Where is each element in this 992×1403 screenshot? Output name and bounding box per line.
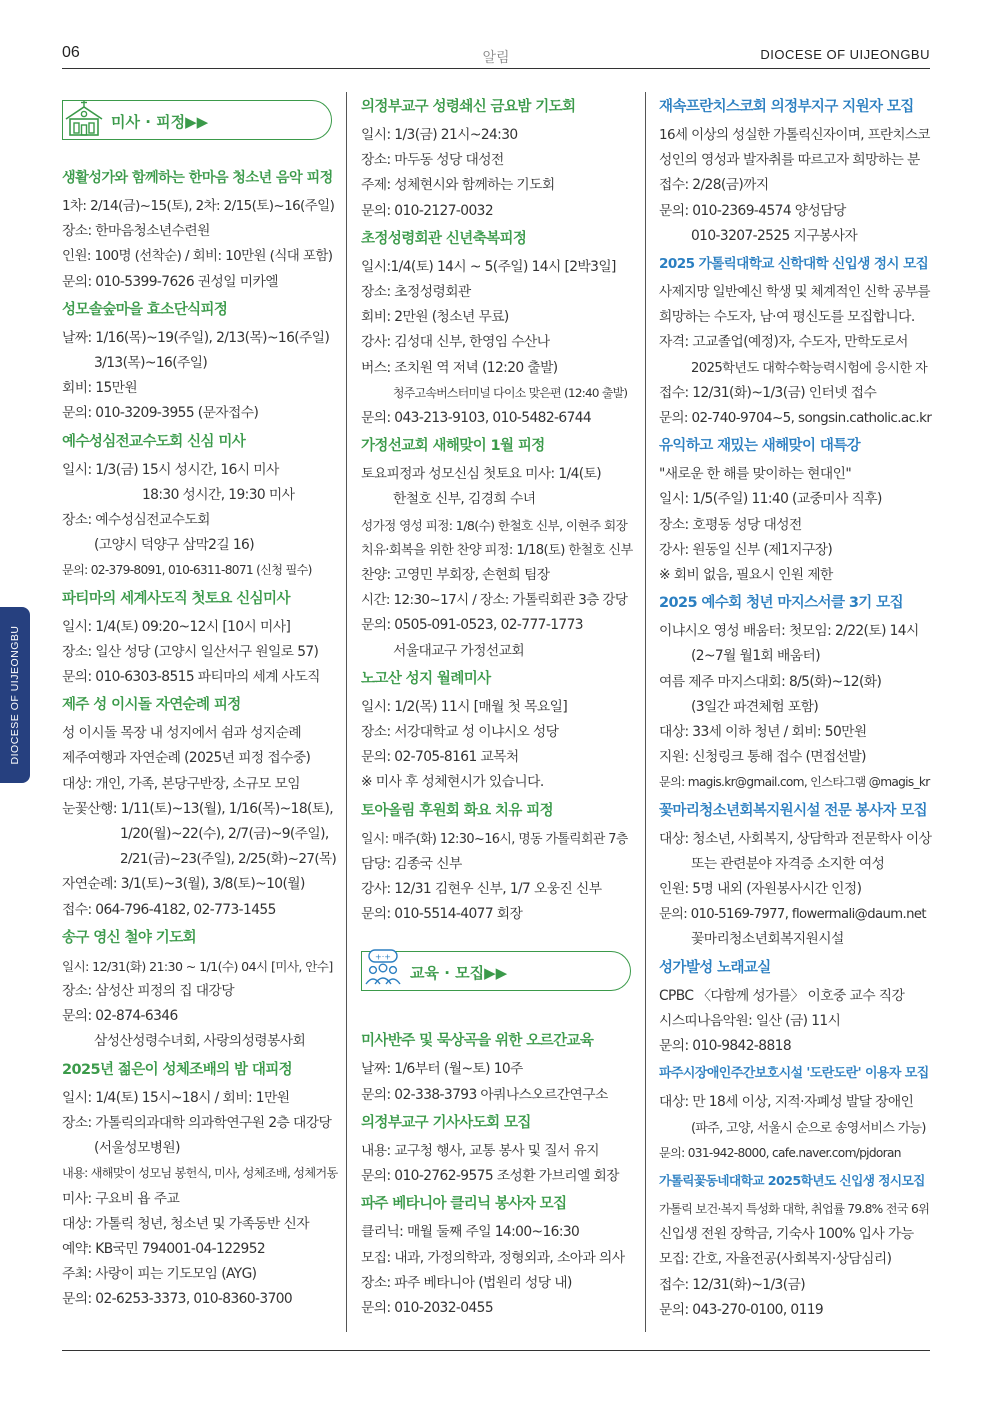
announcement-line: 1/20(월)~22(수), 2/7(금)~9(주일), (120, 826, 329, 843)
announcement-line: 일시: 1/4(토) 15시~18시 / 회비: 1만원 (62, 1089, 290, 1106)
announcement-line: 일시:1/4(토) 14시 ~ 5(주일) 14시 [2박3일] (361, 258, 616, 275)
announcement-line: 접수: 2/28(금)까지 (659, 177, 769, 194)
announcement-line: 1차: 2/14(금)~15(토), 2차: 2/15(토)~16(주일) (62, 198, 335, 214)
announcement-line: 문의: 02-705-8161 교목처 (361, 749, 519, 766)
announcement-line: 문의: 010-5514-4077 회장 (361, 906, 523, 923)
announcement-line: 내용: 새해맞이 성모님 봉헌식, 미사, 성체조배, 성체거동 (62, 1166, 338, 1181)
column-divider (346, 92, 347, 1332)
announcement-line: 대상: 개인, 가족, 본당구반장, 소규모 모임 (62, 775, 300, 792)
diocese-name: DIOCESE OF UIJEONGBU (760, 47, 930, 62)
announcement-line: 일시: 1/2(목) 11시 [매월 첫 목요일] (361, 698, 568, 715)
announcement-line: (서울성모병원) (94, 1140, 180, 1157)
announcement-line: 문의: 010-2762-9575 조성환 가브리엘 회장 (361, 1168, 619, 1185)
side-tab (0, 607, 30, 783)
announcement-line: 문의: 031-942-8000, cafe.naver.com/pjdoran (659, 1145, 901, 1160)
section-title: 알림 (482, 50, 510, 66)
announcement-title: 파주 베타니아 클리닉 봉사자 모집 (361, 1196, 567, 1213)
announcement-line: 문의: 043-213-9103, 010-5482-6744 (361, 410, 592, 427)
announcement-line: 16세 이상의 성실한 가톨릭신자이며, 프란치스코 (659, 127, 930, 143)
announcement-line: 희망하는 수도자, 남·여 평신도를 모집합니다. (659, 309, 915, 326)
announcement-line: 삼성산성령수녀회, 사랑의성령봉사회 (94, 1033, 306, 1050)
announcement-title: 파티마의 세계사도직 첫토요 신심미사 (62, 590, 290, 607)
announcement-line: 대상: 33세 이하 청년 / 회비: 50만원 (659, 724, 867, 741)
announcement-line: 18:30 성시간, 19:30 미사 (142, 486, 295, 503)
announcement-line: 인원: 5명 내외 (자원봉사시간 인정) (659, 881, 862, 898)
announcement-line: 대상: 청소년, 사회복지, 상담학과 전문학사 이상 (659, 830, 932, 847)
announcement-line: 장소: 마두동 성당 대성전 (361, 152, 504, 169)
announcement-line: 접수: 12/31(화)~1/3(금) (659, 1276, 806, 1293)
announcement-line: 장소: 일산 성당 (고양시 일산서구 원일로 57) (62, 643, 319, 660)
announcement-line: 모집: 내과, 가정의학과, 정형외과, 소아과 의사 (361, 1249, 625, 1266)
announcement-title: 성가발성 노래교실 (659, 959, 771, 976)
announcement-line: 강사: 김성대 신부, 한영임 수산나 (361, 334, 550, 351)
announcement-line: 3/13(목)~16(주일) (94, 355, 208, 372)
announcement-title: 노고산 성지 월례미사 (361, 670, 491, 687)
side-tab-label: DIOCESE OF UIJEONGBU (9, 625, 21, 765)
column-divider (645, 92, 646, 1332)
footer-divider (62, 1350, 930, 1351)
announcement-line: 문의: 010-2127-0032 (361, 202, 494, 219)
announcement-line: 날짜: 1/16(목)~19(주일), 2/13(목)~16(주일) (62, 329, 330, 346)
announcement-line: 접수: 12/31(화)~1/3(금) 인터넷 접수 (659, 384, 877, 401)
announcement-line: 한철호 신부, 김경희 수녀 (393, 491, 536, 508)
announcement-line: ※ 미사 후 성체현시가 있습니다. (361, 774, 544, 791)
announcement-line: 지원: 신청링크 통해 접수 (면접선발) (659, 749, 866, 766)
announcement-line: 일시: 1/3(금) 15시 성시간, 16시 미사 (62, 461, 279, 478)
announcement-line: 문의: 0505-091-0523, 02-777-1773 (361, 617, 583, 634)
announcement-title: 2025 예수회 청년 마지스서클 3기 모집 (659, 595, 903, 612)
announcement-line: 문의: 010-5169-7977, flowermali@daum.net (659, 907, 926, 923)
announcement-line: 눈꽃산행: 1/11(토)~13(월), 1/16(목)~18(토), (62, 800, 334, 817)
announcement-line: 문의: magis.kr@gmail.com, 인스타그램 @magis_kr (659, 775, 930, 790)
announcement-line: 2/21(금)~23(주일), 2/25(화)~27(목) (120, 851, 337, 868)
announcement-line: 문의: 010-2032-0455 (361, 1299, 494, 1316)
announcement-line: 클리닉: 매월 둘째 주일 14:00~16:30 (361, 1224, 580, 1241)
announcement-title: 파주시장애인주간보호시설 '도란도란' 이용자 모집 (659, 1066, 929, 1082)
announcement-line: 장소: 서강대학교 성 이냐시오 성당 (361, 724, 559, 741)
announcement-line: 성인의 영성과 발자취를 따르고자 희망하는 분 (659, 152, 920, 169)
announcement-line: 대상: 만 18세 이상, 지적·자폐성 발달 장애인 (659, 1094, 914, 1111)
announcement-line: 시스띠나음악원: 일산 (금) 11시 (659, 1012, 841, 1029)
announcement-line: 장소: 한마음청소년수련원 (62, 223, 210, 240)
announcement-line: 사제지망 일반예신 학생 및 체계적인 신학 공부를 (659, 284, 930, 301)
announcement-line: 일시: 12/31(화) 21:30 ~ 1/1(수) 04시 [미사, 안수] (62, 958, 333, 974)
announcement-line: 장소: 호평동 성당 대성전 (659, 516, 802, 533)
announcement-line: 문의: 010-2369-4574 양성담당 (659, 202, 846, 219)
announcement-line: 문의: 010-3209-3955 (문자접수) (62, 405, 259, 422)
announcement-line: 치유·회복을 위한 찬양 피정: 1/18(토) 한철호 신부 (361, 542, 633, 558)
announcement-line: 청주고속버스터미널 다이소 맞은편 (12:40 출발) (393, 385, 628, 400)
announcement-line: 문의: 02-379-8091, 010-6311-8071 (신청 필수) (62, 563, 312, 578)
announcement-line: 문의: 02-6253-3373, 010-8360-3700 (62, 1291, 293, 1308)
announcement-line: 자격: 고교졸업(예정)자, 수도자, 만학도로서 (659, 334, 908, 351)
header-divider (62, 68, 930, 69)
announcement-line: (2~7월 월1회 배움터) (691, 648, 820, 665)
page-number: 06 (62, 44, 80, 61)
announcement-line: 장소: 가톨릭의과대학 의과학연구원 2층 대강당 (62, 1114, 332, 1131)
col3-announcements (659, 97, 931, 1323)
announcement-title: 유익하고 재밌는 새해맞이 대특강 (659, 438, 861, 455)
announcement-line: 제주여행과 자연순례 (2025년 피정 접수중) (62, 750, 311, 767)
group-people-icon (361, 946, 405, 990)
announcement-title: 초정성령회관 신년축복피정 (361, 230, 527, 247)
svg-text:+·+: +·+ (375, 952, 391, 962)
col1-announcements (62, 168, 338, 1313)
announcement-line: 장소: 삼성산 피정의 집 대강당 (62, 983, 234, 1000)
announcement-title: 2025 가톨릭대학교 신학대학 신입생 정시 모집 (659, 256, 929, 273)
announcement-line: 날짜: 1/6부터 (월~토) 10주 (361, 1061, 523, 1078)
announcement-line: 주최: 사랑이 피는 기도모임 (AYG) (62, 1266, 257, 1283)
col2-education-list (361, 1031, 633, 1321)
announcement-line: 장소: 파주 베타니아 (법원리 성당 내) (361, 1274, 572, 1291)
announcement-line: 인원: 100명 (선착순) / 회비: 10만원 (식대 포함) (62, 248, 333, 265)
announcement-line: (파주, 고양, 서울시 순으로 송영서비스 가능) (691, 1120, 926, 1136)
announcement-line: 2025학년도 대학수학능력시험에 응시한 자 (691, 360, 928, 376)
announcement-line: 찬양: 고영민 부회장, 손현희 팀장 (361, 567, 550, 584)
announcement-line: 문의: 010-6303-8515 파티마의 세계 사도직 (62, 669, 320, 686)
announcement-title: 제주 성 이시돌 자연순례 피정 (62, 697, 241, 714)
announcement-line: 일시: 1/5(주일) 11:40 (교중미사 직후) (659, 491, 882, 508)
announcement-title: 미사반주 및 묵상곡을 위한 오르간교육 (361, 1033, 594, 1050)
announcement-line: 버스: 조치원 역 저녁 (12:20 출발) (361, 359, 558, 376)
col2-announcements (361, 97, 633, 927)
announcement-line: 회비: 2만원 (청소년 무료) (361, 309, 509, 326)
column-2 (361, 92, 633, 1321)
announcement-line: 성 이시돌 목장 내 성지에서 쉼과 성지순례 (62, 725, 302, 742)
announcement-line: 강사: 12/31 김현우 신부, 1/7 오웅진 신부 (361, 881, 602, 898)
column-3 (659, 92, 931, 1323)
announcement-line: 문의: 043-270-0100, 0119 (659, 1301, 824, 1318)
announcement-line: (고양시 덕양구 삼막2길 16) (94, 537, 255, 554)
announcement-line: 꽃마리청소년회복지원시설 (691, 931, 844, 948)
announcement-line: 성가정 영성 피정: 1/8(수) 한철호 신부, 이현주 회장 (361, 517, 628, 533)
announcement-line: "새로운 한 해를 맞이하는 현대인" (659, 466, 852, 483)
announcement-line: 토요피정과 성모신심 첫토요 미사: 1/4(토) (361, 466, 602, 483)
announcement-line: 일시: 매주(화) 12:30~16시, 명동 가톨릭회관 7층 (361, 831, 628, 847)
announcement-title: 가톨릭꽃동네대학교 2025학년도 신입생 정시모집 (659, 1172, 925, 1188)
announcement-line: 미사: 구요비 욥 주교 (62, 1190, 180, 1207)
announcement-title: 토아올림 후원회 화요 치유 피정 (361, 802, 554, 819)
announcement-line: 접수: 064-796-4182, 02-773-1455 (62, 901, 276, 918)
announcement-line: 문의: 02-338-3793 아쿼나스오르간연구소 (361, 1086, 608, 1103)
announcement-line: 또는 관련분야 자격증 소지한 여성 (691, 855, 885, 872)
announcement-line: 일시: 1/3(금) 21시~24:30 (361, 127, 518, 143)
column-1 (62, 92, 338, 1313)
announcement-line: 회비: 15만원 (62, 380, 138, 397)
announcement-title: 생활성가와 함께하는 한마음 청소년 음악 피정 (62, 170, 333, 186)
announcement-title: 예수성심전교수도회 신심 미사 (62, 433, 246, 450)
announcement-line: 장소: 예수성심전교수도회 (62, 512, 210, 529)
announcement-title: 송구 영신 철야 기도회 (62, 929, 197, 946)
announcement-line: 내용: 교구청 행사, 교통 봉사 및 질서 유지 (361, 1142, 599, 1159)
announcement-line: 시간: 12:30~17시 / 장소: 가톨릭회관 3층 강당 (361, 592, 628, 609)
announcement-line: 대상: 가톨릭 청년, 청소년 및 가족동반 신자 (62, 1215, 309, 1232)
announcement-title: 의정부교구 기사사도회 모집 (361, 1114, 531, 1131)
announcement-title: 의정부교구 성령쇄신 금요밤 기도회 (361, 99, 576, 115)
education-recruit-badge (361, 951, 631, 991)
announcement-line: 서울대교구 가정선교회 (393, 642, 525, 659)
announcement-line: 문의: 010-5399-7626 권성일 미카엘 (62, 273, 278, 290)
announcement-line: 가톨릭 보건·복지 특성화 대학, 취업률 79.8% 전국 6위 (659, 1201, 930, 1216)
announcement-title: 성모솔숲마을 효소단식피정 (62, 301, 228, 318)
announcement-line: 장소: 초정성령회관 (361, 284, 471, 301)
announcement-line: CPBC 〈다함께 성가를〉 이호중 교수 직강 (659, 987, 905, 1004)
announcement-line: 문의: 02-874-6346 (62, 1008, 178, 1025)
education-recruit-label: 교육 · 모집▶▶ (410, 964, 508, 983)
announcement-line: (3일간 파견체험 포함) (691, 698, 819, 715)
announcement-line: 주제: 성체현시와 함께하는 기도회 (361, 177, 555, 194)
announcement-line: 문의: 010-9842-8818 (659, 1038, 792, 1055)
page-header (62, 40, 930, 70)
announcement-title: 꽃마리청소년회복지원시설 전문 봉사자 모집 (659, 802, 928, 819)
announcement-line: 이냐시오 영성 배움터: 첫모임: 2/22(토) 14시 (659, 623, 919, 640)
announcement-line: ※ 회비 없음, 필요시 인원 제한 (659, 567, 833, 584)
announcement-line: 강사: 원동일 신부 (제1지구장) (659, 541, 833, 558)
announcement-line: 예약: KB국민 794001-04-122952 (62, 1240, 266, 1257)
announcement-line: 일시: 1/4(토) 09:20~12시 [10시 미사] (62, 618, 291, 635)
mass-retreat-label: 미사 · 피정▶▶ (111, 113, 209, 131)
announcement-line: 여름 제주 마지스대회: 8/5(화)~12(화) (659, 673, 882, 690)
announcement-line: 담당: 김종국 신부 (361, 855, 462, 872)
church-icon (62, 95, 106, 139)
announcement-line: 문의: 02-740-9704~5, songsin.catholic.ac.kr (659, 410, 932, 427)
announcement-title: 2025년 젊은이 성체조배의 밤 대피정 (62, 1061, 293, 1078)
announcement-line: 자연순례: 3/1(토)~3(월), 3/8(토)~10(월) (62, 876, 305, 893)
announcement-line: 모집: 간호, 자율전공(사회복지·상담심리) (659, 1251, 892, 1268)
announcement-line: 010-3207-2525 지구봉사자 (691, 227, 858, 244)
announcement-title: 재속프란치스코회 의정부지구 지원자 모집 (659, 99, 914, 115)
announcement-title: 가정선교회 새해맞이 1월 피정 (361, 438, 545, 455)
announcement-line: 신입생 전원 장학금, 기숙사 100% 입사 가능 (659, 1226, 914, 1243)
mass-retreat-badge (62, 100, 332, 140)
